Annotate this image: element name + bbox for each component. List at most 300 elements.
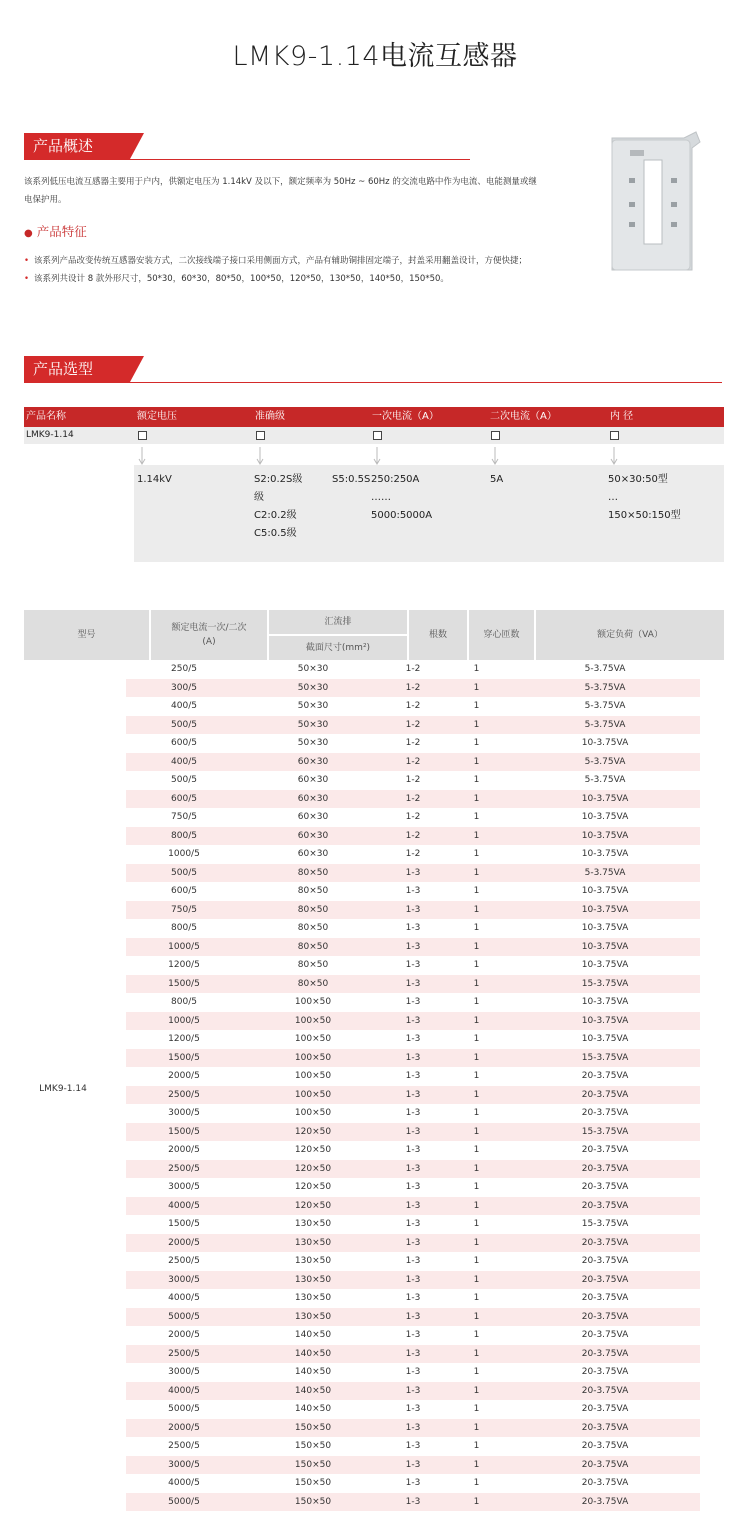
sel-header-secondary: 二次电流（A） <box>490 411 557 422</box>
cell-count: 1-2 <box>405 738 421 748</box>
cell-current: 2500/5 <box>168 1163 200 1174</box>
table-row <box>126 1049 700 1068</box>
cell-load: 20-3.75VA <box>581 1274 629 1285</box>
cell-turns: 1 <box>473 849 480 859</box>
cell-busbar-size: 80×50 <box>297 978 329 989</box>
table-row <box>126 845 700 864</box>
table-row <box>126 919 700 938</box>
arrow-down-icon <box>609 447 619 467</box>
cell-count: 1-3 <box>405 1015 421 1026</box>
table-row <box>126 1493 700 1512</box>
table-row <box>126 1474 700 1493</box>
table-row <box>126 1104 700 1123</box>
th-load: 额定负荷（VA） <box>536 610 724 660</box>
cell-turns: 1 <box>473 1089 480 1100</box>
cell-busbar-size: 140×50 <box>294 1367 332 1377</box>
cell-count: 1-2 <box>405 849 421 859</box>
table-row <box>126 1215 700 1234</box>
cell-load: 5-3.75VA <box>584 867 626 878</box>
cell-load: 10-3.75VA <box>581 830 629 841</box>
cell-count: 1-3 <box>405 867 421 878</box>
cell-current: 2500/5 <box>168 1348 200 1359</box>
cell-turns: 1 <box>473 867 480 878</box>
cell-count: 1-3 <box>405 941 421 952</box>
cell-load: 10-3.75VA <box>581 997 629 1007</box>
cell-current: 2500/5 <box>168 1256 200 1266</box>
cell-count: 1-3 <box>405 1348 421 1359</box>
sel-primary-values <box>371 471 432 525</box>
cell-turns: 1 <box>473 960 480 970</box>
cell-busbar-size: 60×30 <box>297 793 329 804</box>
table-row <box>126 864 700 883</box>
cell-turns: 1 <box>473 1478 480 1488</box>
cell-count: 1-3 <box>405 1274 421 1285</box>
cell-count: 1-3 <box>405 960 421 970</box>
cell-count: 1-3 <box>405 1459 421 1470</box>
arrow-down-icon <box>372 447 382 467</box>
cell-turns: 1 <box>473 1126 480 1137</box>
table-row <box>126 1289 700 1308</box>
cell-load: 20-3.75VA <box>581 1237 629 1248</box>
sel-header-accuracy: 准确级 <box>255 411 285 422</box>
sel-secondary-value: 5A <box>490 474 504 485</box>
th-current-unit: (A) <box>202 637 216 647</box>
cell-turns: 1 <box>473 756 480 767</box>
cell-count: 1-3 <box>405 1496 421 1507</box>
cell-load: 5-3.75VA <box>584 664 626 674</box>
cell-turns: 1 <box>473 1441 480 1451</box>
cell-current: 4000/5 <box>168 1478 200 1488</box>
th-busbar: 汇流排 <box>269 610 407 634</box>
table-row <box>126 993 700 1012</box>
table-row <box>126 1067 700 1086</box>
table-row <box>126 827 700 846</box>
selection-options-panel <box>134 465 724 562</box>
features-list <box>24 252 544 288</box>
cell-current: 2000/5 <box>168 1330 200 1340</box>
th-model: 型号 <box>24 610 149 660</box>
cell-turns: 1 <box>473 1274 480 1285</box>
cell-turns: 1 <box>473 1034 480 1044</box>
cell-count: 1-3 <box>405 1311 421 1322</box>
table-row <box>126 938 700 957</box>
page-title: LMK9-1.14电流互感器 <box>232 41 518 72</box>
cell-load: 20-3.75VA <box>581 1441 629 1451</box>
cell-turns: 1 <box>473 1367 480 1377</box>
cell-busbar-size: 100×50 <box>294 1089 332 1100</box>
cell-load: 20-3.75VA <box>581 1348 629 1359</box>
product-image <box>592 126 708 276</box>
table-row <box>126 1086 700 1105</box>
sel-diameter-1: … <box>608 492 618 503</box>
cell-load: 10-3.75VA <box>581 904 629 915</box>
table-row <box>126 1252 700 1271</box>
table-row <box>126 1271 700 1290</box>
table-row <box>126 1141 700 1160</box>
cell-count: 1-3 <box>405 1145 421 1155</box>
table-row <box>126 1123 700 1142</box>
cell-count: 1-2 <box>405 682 421 693</box>
cell-busbar-size: 60×30 <box>297 756 329 767</box>
cell-count: 1-3 <box>405 1034 421 1044</box>
cell-busbar-size: 80×50 <box>297 867 329 878</box>
cell-current: 500/5 <box>171 719 197 730</box>
cell-count: 1-2 <box>405 701 421 711</box>
cell-count: 1-3 <box>405 1108 421 1118</box>
sel-voltage-value: 1.14kV <box>137 474 172 485</box>
cell-busbar-size: 100×50 <box>294 1071 332 1081</box>
cell-current: 2000/5 <box>168 1422 200 1433</box>
cell-load: 5-3.75VA <box>584 756 626 767</box>
features-heading-wrap <box>24 222 87 240</box>
cell-turns: 1 <box>473 997 480 1007</box>
voltage-checkbox[interactable] <box>138 431 147 440</box>
cell-load: 20-3.75VA <box>581 1145 629 1155</box>
sel-primary-0: 250:250A <box>371 474 420 485</box>
cell-count: 1-2 <box>405 830 421 841</box>
cell-busbar-size: 60×30 <box>297 775 329 785</box>
sel-accuracy-values <box>254 471 302 543</box>
cell-turns: 1 <box>473 941 480 952</box>
table-row <box>126 716 700 735</box>
table-row <box>126 1308 700 1327</box>
cell-current: 2500/5 <box>168 1441 200 1451</box>
cell-load: 20-3.75VA <box>581 1071 629 1081</box>
cell-current: 500/5 <box>171 775 197 785</box>
table-row <box>126 1178 700 1197</box>
cell-turns: 1 <box>473 1459 480 1470</box>
spec-model-cell: LMK9-1.14 <box>39 1084 87 1094</box>
table-row <box>126 1363 700 1382</box>
cell-busbar-size: 100×50 <box>294 1108 332 1118</box>
cell-count: 1-3 <box>405 1200 421 1211</box>
sel-primary-2: 5000:5000A <box>371 510 433 521</box>
cell-turns: 1 <box>473 1071 480 1081</box>
cell-load: 20-3.75VA <box>581 1293 629 1303</box>
table-row <box>126 1234 700 1253</box>
cell-current: 250/5 <box>171 664 197 674</box>
sel-accuracy-0: S2:0.2S级 <box>254 474 303 485</box>
cell-load: 20-3.75VA <box>581 1108 629 1118</box>
cell-load: 20-3.75VA <box>581 1459 629 1470</box>
cell-busbar-size: 80×50 <box>297 960 329 970</box>
cell-current: 3000/5 <box>168 1367 200 1377</box>
cell-load: 10-3.75VA <box>581 923 629 933</box>
cell-load: 10-3.75VA <box>581 941 629 952</box>
cell-load: 20-3.75VA <box>581 1385 629 1396</box>
selection-header-row <box>24 407 724 427</box>
th-busbar-size: 截面尺寸(mm²) <box>269 636 407 660</box>
cell-current: 800/5 <box>171 923 197 933</box>
cell-current: 1500/5 <box>168 978 200 989</box>
cell-turns: 1 <box>473 1219 480 1229</box>
cell-turns: 1 <box>473 1182 480 1192</box>
cell-current: 2000/5 <box>168 1145 200 1155</box>
cell-busbar-size: 150×50 <box>294 1422 332 1433</box>
cell-current: 800/5 <box>171 997 197 1007</box>
overview-divider <box>24 159 470 160</box>
cell-current: 300/5 <box>171 682 197 693</box>
table-row <box>126 1419 700 1438</box>
cell-turns: 1 <box>473 1311 480 1322</box>
sel-primary-1: …… <box>371 492 391 503</box>
cell-count: 1-3 <box>405 1071 421 1081</box>
cell-count: 1-3 <box>405 1052 421 1063</box>
cell-current: 3000/5 <box>168 1182 200 1192</box>
cell-load: 20-3.75VA <box>581 1163 629 1174</box>
selection-divider <box>24 382 722 383</box>
cell-turns: 1 <box>473 1052 480 1063</box>
cell-count: 1-3 <box>405 1219 421 1229</box>
cell-load: 20-3.75VA <box>581 1367 629 1377</box>
cell-busbar-size: 80×50 <box>297 923 329 933</box>
selection-heading: 产品选型 <box>24 356 130 382</box>
cell-busbar-size: 60×30 <box>297 812 329 822</box>
cell-count: 1-2 <box>405 664 421 674</box>
cell-count: 1-3 <box>405 904 421 915</box>
cell-current: 1200/5 <box>168 1034 200 1044</box>
cell-current: 1000/5 <box>168 941 200 952</box>
secondary-checkbox[interactable] <box>491 431 500 440</box>
cell-turns: 1 <box>473 682 480 693</box>
cell-count: 1-3 <box>405 1182 421 1192</box>
cell-turns: 1 <box>473 1200 480 1211</box>
table-row <box>126 1197 700 1216</box>
sel-accuracy-3: C5:0.5级 <box>254 528 297 539</box>
sel-diameter-0: 50×30:50型 <box>608 474 668 485</box>
cell-load: 10-3.75VA <box>581 812 629 822</box>
sel-diameter-values <box>608 471 681 525</box>
cell-turns: 1 <box>473 775 480 785</box>
cell-turns: 1 <box>473 1256 480 1266</box>
primary-checkbox[interactable] <box>373 431 382 440</box>
cell-count: 1-3 <box>405 1367 421 1377</box>
cell-current: 5000/5 <box>168 1404 200 1414</box>
cell-busbar-size: 150×50 <box>294 1496 332 1507</box>
cell-count: 1-3 <box>405 1293 421 1303</box>
cell-load: 15-3.75VA <box>581 1219 629 1229</box>
sel-header-diameter: 内 径 <box>610 411 634 422</box>
cell-load: 5-3.75VA <box>584 701 626 711</box>
arrow-down-icon <box>490 447 500 467</box>
feature-item: • 该系列共设计 8 款外形尺寸，50*30，60*30，80*50，100*50，120*50，130*50，140*50，150*50。 <box>24 270 544 288</box>
table-row <box>126 697 700 716</box>
arrow-down-icon <box>137 447 147 467</box>
cell-current: 2500/5 <box>168 1089 200 1100</box>
table-row <box>126 1160 700 1179</box>
cell-turns: 1 <box>473 830 480 841</box>
cell-turns: 1 <box>473 978 480 989</box>
table-row <box>126 808 700 827</box>
cell-count: 1-3 <box>405 886 421 896</box>
cell-current: 1000/5 <box>168 849 200 859</box>
cell-current: 4000/5 <box>168 1293 200 1303</box>
cell-turns: 1 <box>473 1293 480 1303</box>
cell-busbar-size: 50×30 <box>297 719 329 730</box>
table-row <box>126 901 700 920</box>
cell-count: 1-3 <box>405 1422 421 1433</box>
cell-busbar-size: 140×50 <box>294 1348 332 1359</box>
cell-load: 5-3.75VA <box>584 682 626 693</box>
table-row <box>126 660 700 679</box>
cell-busbar-size: 60×30 <box>297 830 329 841</box>
table-row <box>126 1030 700 1049</box>
sel-accuracy-1: 级 <box>254 492 264 503</box>
cell-count: 1-3 <box>405 1330 421 1340</box>
cell-busbar-size: 60×30 <box>297 849 329 859</box>
cell-busbar-size: 130×50 <box>294 1311 332 1322</box>
cell-busbar-size: 100×50 <box>294 997 332 1007</box>
cell-turns: 1 <box>473 664 480 674</box>
cell-current: 400/5 <box>171 756 197 767</box>
cell-load: 10-3.75VA <box>581 738 629 748</box>
accuracy-checkbox[interactable] <box>256 431 265 440</box>
cell-turns: 1 <box>473 1108 480 1118</box>
cell-busbar-size: 140×50 <box>294 1385 332 1396</box>
cell-load: 20-3.75VA <box>581 1478 629 1488</box>
table-row <box>126 1326 700 1345</box>
cell-current: 2000/5 <box>168 1071 200 1081</box>
cell-busbar-size: 50×30 <box>297 738 329 748</box>
cell-load: 10-3.75VA <box>581 960 629 970</box>
cell-count: 1-3 <box>405 923 421 933</box>
cell-turns: 1 <box>473 812 480 822</box>
cell-load: 10-3.75VA <box>581 1015 629 1026</box>
cell-busbar-size: 50×30 <box>297 701 329 711</box>
cell-load: 10-3.75VA <box>581 793 629 804</box>
cell-busbar-size: 100×50 <box>294 1015 332 1026</box>
table-row <box>126 679 700 698</box>
cell-count: 1-3 <box>405 997 421 1007</box>
cell-busbar-size: 80×50 <box>297 904 329 915</box>
cell-current: 4000/5 <box>168 1385 200 1396</box>
cell-busbar-size: 130×50 <box>294 1237 332 1248</box>
cell-busbar-size: 120×50 <box>294 1182 332 1192</box>
cell-current: 1500/5 <box>168 1052 200 1063</box>
cell-current: 1200/5 <box>168 960 200 970</box>
cell-busbar-size: 130×50 <box>294 1256 332 1266</box>
bullet-dot-icon: ● <box>24 228 33 239</box>
cell-load: 20-3.75VA <box>581 1200 629 1211</box>
cell-current: 4000/5 <box>168 1200 200 1211</box>
cell-load: 20-3.75VA <box>581 1256 629 1266</box>
cell-turns: 1 <box>473 793 480 804</box>
table-row <box>126 753 700 772</box>
selection-choice-row <box>24 427 724 444</box>
cell-load: 5-3.75VA <box>584 775 626 785</box>
cell-busbar-size: 120×50 <box>294 1126 332 1137</box>
cell-busbar-size: 50×30 <box>297 664 329 674</box>
cell-turns: 1 <box>473 1145 480 1155</box>
diameter-checkbox[interactable] <box>610 431 619 440</box>
cell-busbar-size: 120×50 <box>294 1163 332 1174</box>
cell-load: 5-3.75VA <box>584 719 626 730</box>
table-row <box>126 1382 700 1401</box>
cell-turns: 1 <box>473 1422 480 1433</box>
cell-busbar-size: 140×50 <box>294 1404 332 1414</box>
cell-current: 3000/5 <box>168 1459 200 1470</box>
cell-count: 1-3 <box>405 978 421 989</box>
cell-current: 600/5 <box>171 886 197 896</box>
table-row <box>126 1012 700 1031</box>
cell-busbar-size: 50×30 <box>297 682 329 693</box>
arrow-down-icon <box>255 447 265 467</box>
cell-turns: 1 <box>473 1163 480 1174</box>
sel-header-primary: 一次电流（A） <box>372 411 439 422</box>
cell-count: 1-2 <box>405 719 421 730</box>
cell-current: 800/5 <box>171 830 197 841</box>
cell-count: 1-2 <box>405 775 421 785</box>
th-current-label: 额定电流一次/二次 <box>171 623 247 633</box>
cell-turns: 1 <box>473 1015 480 1026</box>
table-row <box>126 1456 700 1475</box>
cell-busbar-size: 100×50 <box>294 1034 332 1044</box>
sel-accuracy-2: C2:0.2级 <box>254 510 297 521</box>
table-row <box>126 882 700 901</box>
cell-count: 1-2 <box>405 812 421 822</box>
cell-turns: 1 <box>473 1330 480 1340</box>
cell-busbar-size: 150×50 <box>294 1441 332 1451</box>
cell-current: 2000/5 <box>168 1237 200 1248</box>
cell-load: 20-3.75VA <box>581 1404 629 1414</box>
cell-count: 1-2 <box>405 793 421 804</box>
cell-turns: 1 <box>473 701 480 711</box>
cell-busbar-size: 80×50 <box>297 941 329 952</box>
cell-current: 750/5 <box>171 904 197 915</box>
cell-turns: 1 <box>473 1237 480 1248</box>
cell-current: 600/5 <box>171 738 197 748</box>
cell-count: 1-3 <box>405 1163 421 1174</box>
cell-load: 15-3.75VA <box>581 1052 629 1063</box>
cell-load: 10-3.75VA <box>581 1034 629 1044</box>
cell-count: 1-3 <box>405 1256 421 1266</box>
cell-busbar-size: 150×50 <box>294 1459 332 1470</box>
cell-busbar-size: 120×50 <box>294 1200 332 1211</box>
cell-current: 400/5 <box>171 701 197 711</box>
overview-text: 该系列低压电流互感器主要用于户内，供额定电压为 1.14kV 及以下，额定频率为 50Hz ~ 60Hz 的交流电路中作为电流、电能测量或继电保护用。 <box>24 177 537 205</box>
cell-busbar-size: 150×50 <box>294 1478 332 1488</box>
cell-turns: 1 <box>473 923 480 933</box>
cell-busbar-size: 100×50 <box>294 1052 332 1063</box>
cell-current: 600/5 <box>171 793 197 804</box>
sel-product-name: LMK9-1.14 <box>26 430 74 440</box>
cell-load: 15-3.75VA <box>581 978 629 989</box>
cell-turns: 1 <box>473 719 480 730</box>
table-row <box>126 956 700 975</box>
cell-current: 1000/5 <box>168 1015 200 1026</box>
feature-item: • 该系列产品改变传统互感器安装方式，二次接线端子接口采用侧面方式，产品有辅助铜排固定端子，封盖采用翻盖设计，方便快捷； <box>24 252 544 270</box>
cell-busbar-size: 140×50 <box>294 1330 332 1340</box>
cell-count: 1-3 <box>405 1404 421 1414</box>
cell-busbar-size: 80×50 <box>297 886 329 896</box>
sel-header-name: 产品名称 <box>26 411 66 422</box>
cell-load: 20-3.75VA <box>581 1330 629 1340</box>
th-current <box>151 610 267 660</box>
cell-current: 3000/5 <box>168 1108 200 1118</box>
cell-load: 10-3.75VA <box>581 886 629 896</box>
sel-accuracy-extra: S5:0.5S <box>332 474 371 485</box>
table-row <box>126 1437 700 1456</box>
th-turns: 穿心匝数 <box>469 610 534 660</box>
th-count: 根数 <box>409 610 467 660</box>
cell-count: 1-3 <box>405 1237 421 1248</box>
cell-busbar-size: 130×50 <box>294 1293 332 1303</box>
cell-count: 1-3 <box>405 1441 421 1451</box>
table-row <box>126 1345 700 1364</box>
cell-turns: 1 <box>473 738 480 748</box>
cell-count: 1-3 <box>405 1385 421 1396</box>
cell-turns: 1 <box>473 904 480 915</box>
